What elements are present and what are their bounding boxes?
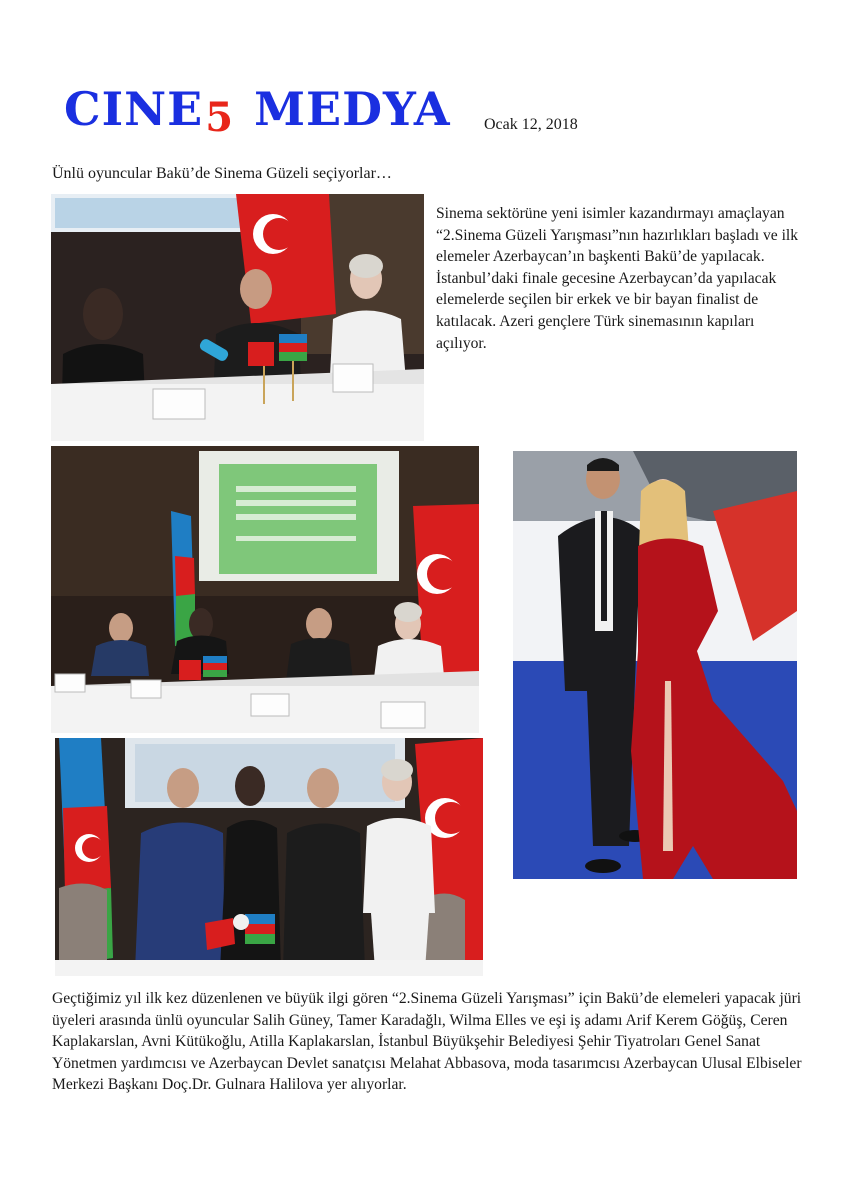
logo-text-cine: CINE	[64, 82, 204, 136]
photo-press-conference-top	[51, 194, 424, 441]
logo-text-medya: MEDYA	[254, 82, 451, 136]
article-date: Ocak 12, 2018	[484, 116, 578, 133]
article-body: Geçtiğimiz yıl ilk kez düzenlenen ve büyük ilgi gören “2.Sinema Güzeli Yarışması” için Bakü’de elemeleri yapacak jüri üyeleri arasında ünlü oyuncular Salih Güney, Tamer Karadağlı, Wilma Elles ve eşi iş adamı Arif Kerem Göğüş, Ceren Kaplakarslan, Avni Kütükoğlu, Atilla Kaplakarslan, İstanbul Büyükşehir Belediyesi Şehir Tiyatroları Genel Sanat Yönetmen yardımcısı ve Azerbaycan Devlet sanatçısı Melahat Abbasova, moda tasarımcısı Azerbaycan Ulusal Elbiseler Merkezi Başkanı Doç.Dr. Gulnara Halilova yer alıyorlar.	[52, 990, 802, 1094]
cine5-medya-logo	[64, 82, 451, 141]
article-headline: Ünlü oyuncular Bakü’de Sinema Güzeli seçiyorlar…	[52, 165, 392, 182]
photo-press-conference-wide	[51, 446, 479, 733]
article-intro: Sinema sektörüne yeni isimler kazandırmayı amaçlayan “2.Sinema Güzeli Yarışması”nın hazırlıkları başladı ve ilk elemeler Azerbaycan’ın başkenti Bakü’de yapılacak. İstanbul’daki finale gecesine Azerbaycan’da yapılacak elemelerde seçilen bir erkek ve bir bayan finalist de katılacak. Azeri gençlere Türk sinemasının kapıları açılıyor.	[436, 205, 799, 352]
photo-jury-group	[55, 738, 483, 976]
photo-red-carpet-couple	[513, 451, 797, 879]
logo-text-number: 5	[205, 94, 235, 141]
